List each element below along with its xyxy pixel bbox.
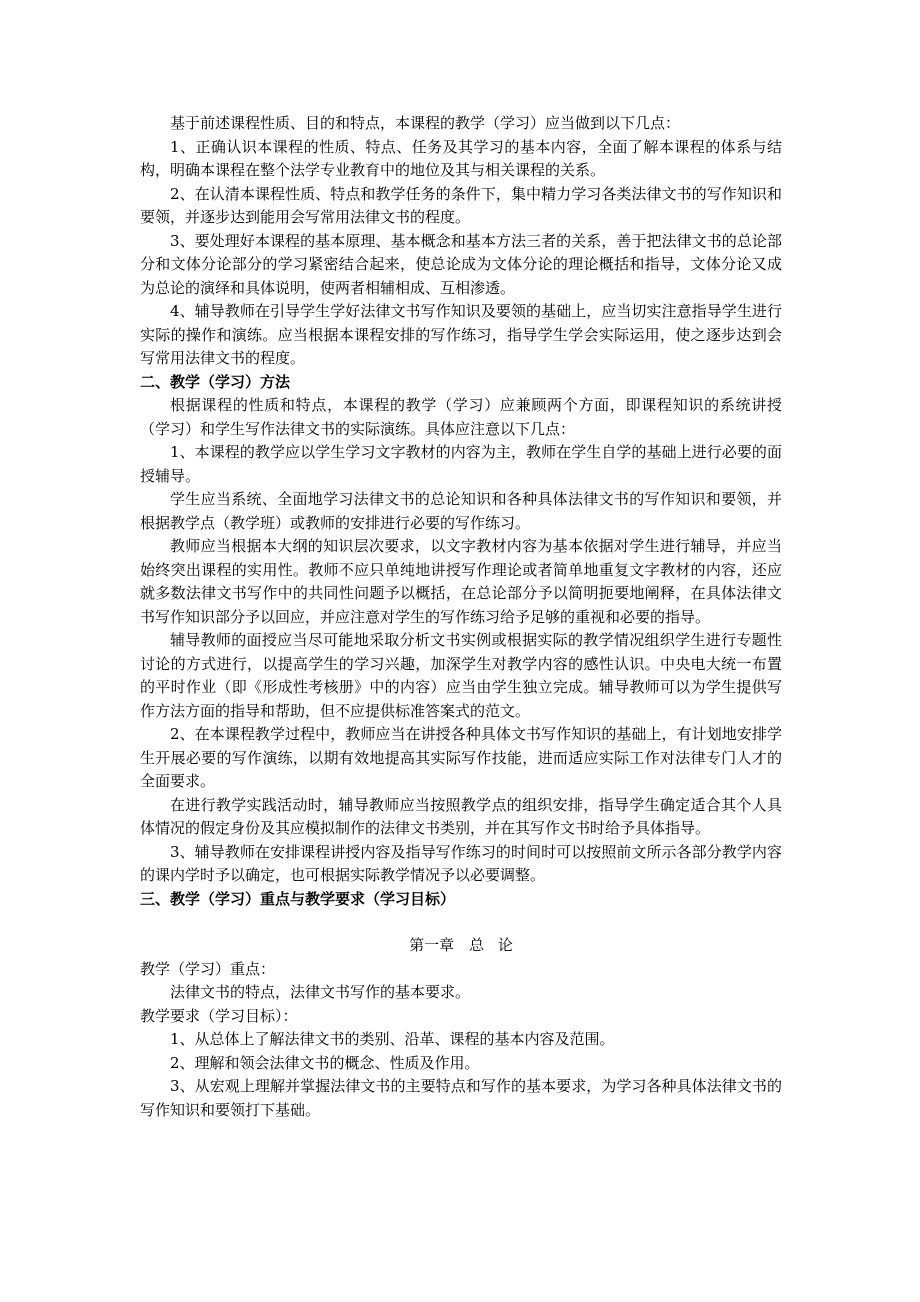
methods-paragraph: 教师应当根据本大纲的知识层次要求，以文字教材内容为基本依据对学生进行辅导，并应当始终突出课程的实用性。教师不应只单纯地讲授写作理论或者简单地重复文字教材的内容，还应就多数法律文书写作中的共同性问题予以概括，在总论部分予以简明扼要地阐释，在具体法律文书写作知识部分予以回应，并应注意对学生的写作练习给予足够的重视和必要的指导。 <box>140 537 782 626</box>
section-heading-focus: 三、教学（学习）重点与教学要求（学习目标） <box>140 889 456 908</box>
document-page <box>140 112 782 1122</box>
requirement-item: 1、从总体上了解法律文书的类别、沿革、课程的基本内容及范围。 <box>170 1030 615 1048</box>
requirement-item: 3、从宏观上理解并掌握法律文书的主要特点和写作的基本要求，为学习各种具体法律文书的写作知识和要领打下基础。 <box>140 1077 782 1119</box>
methods-paragraph: 1、本课程的教学应以学生学习文字教材的内容为主，教师在学生自学的基础上进行必要的面授辅导。 <box>140 443 782 485</box>
methods-paragraph: 在进行教学实践活动时，辅导教师应当按照教学点的组织安排，指导学生确定适合其个人具体情况的假定身份及其应模拟制作的法律文书类别，并在其写作文书时给予具体指导。 <box>140 795 782 837</box>
chapter-title: 第一章 总 论 <box>409 936 513 954</box>
methods-paragraph: 辅导教师的面授应当尽可能地采取分析文书实例或根据实际的教学情况组织学生进行专题性讨论的方式进行，以提高学生的学习兴趣，加深学生对教学内容的感性认识。中央电大统一布置的平时作业（即《形成性考核册》中的内容）应当由学生独立完成。辅导教师可以为学生提供写作方法方面的指导和帮助，但不应提供标准答案式的范文。 <box>140 631 782 720</box>
focus-label: 教学（学习）重点： <box>140 959 276 978</box>
point-1: 1、正确认识本课程的性质、特点、任务及其学习的基本内容，全面了解本课程的体系与结构，明确本课程在整个法学专业教育中的地位及其与相关课程的关系。 <box>140 137 782 179</box>
point-3: 3、要处理好本课程的基本原理、基本概念和基本方法三者的关系，善于把法律文书的总论部分和文体分论部分的学习紧密结合起来，使总论成为文体分论的理论概括和指导，文体分论又成为总论的演绎和具体说明，使两者相辅相成、互相渗透。 <box>140 231 782 297</box>
focus-text: 法律文书的特点，法律文书写作的基本要求。 <box>170 983 471 1001</box>
methods-paragraph: 根据课程的性质和特点，本课程的教学（学习）应兼顾两个方面，即课程知识的系统讲授（学习）和学生写作法律文书的实际演练。具体应注意以下几点： <box>140 396 782 438</box>
section-heading-methods: 二、教学（学习）方法 <box>140 372 291 391</box>
requirements-label: 教学要求（学习目标）： <box>140 1006 298 1025</box>
methods-paragraph: 学生应当系统、全面地学习法律文书的总论知识和各种具体法律文书的写作知识和要领，并根据教学点（教学班）或教师的安排进行必要的写作练习。 <box>140 490 782 532</box>
requirement-item: 2、理解和领会法律文书的概念、性质及作用。 <box>170 1053 480 1072</box>
intro-paragraph: 基于前述课程性质、目的和特点，本课程的教学（学习）应当做到以下几点： <box>170 114 681 132</box>
point-2: 2、在认清本课程性质、特点和教学任务的条件下，集中精力学习各类法律文书的写作知识和要领，并逐步达到能用会写常用法律文书的程度。 <box>140 184 782 226</box>
point-4: 4、辅导教师在引导学生学好法律文书写作知识及要领的基础上，应当切实注意指导学生进行实际的操作和演练。应当根据本课程安排的写作练习，指导学生学会实际运用，使之逐步达到会写常用法律文书的程度。 <box>140 302 782 367</box>
methods-paragraph: 3、辅导教师在安排课程讲授内容及指导写作练习的时间时可以按照前文所示各部分教学内容的课内学时予以确定，也可根据实际教学情况予以必要调整。 <box>140 842 782 884</box>
methods-paragraph: 2、在本课程教学过程中，教师应当在讲授各种具体文书写作知识的基础上，有计划地安排学生开展必要的写作演练，以期有效地提高其实际写作技能，进而适应实际工作对法律专门人才的全面要求。 <box>140 725 782 790</box>
